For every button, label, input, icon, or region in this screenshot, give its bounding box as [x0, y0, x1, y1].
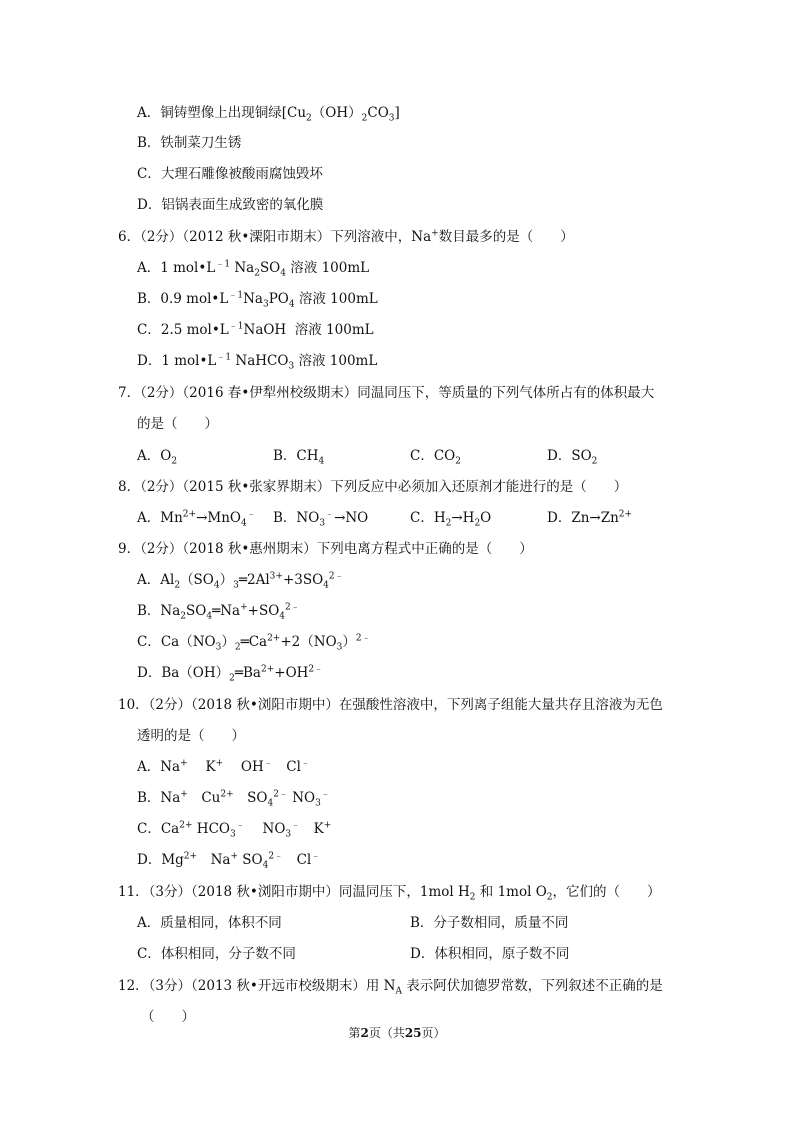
question-8-option-c: C．$H_2\to H_2O$ [410, 510, 492, 529]
question-6-stem: 6．（2分）（2012 秋•溧阳市期末）下列溶液中，Na+数目最多的是（ ） [118, 228, 574, 245]
question-7-stem-line1: 7．（2分）（2016 春•伊犁州校级期末）同温同压下，等质量的下列气体所占有的体积最大 [118, 385, 655, 401]
footer-total-pages: 25 [404, 1026, 422, 1040]
page-footer [0, 1024, 794, 1041]
question-11-option-d: D．体积相同，原子数不同 [410, 946, 570, 962]
question-12-stem-line1: 12．（3分）（2013 秋•开远市校级期末）用 $N_A$ 表示阿伏加德罗常数，下列叙述不正确的是 [118, 978, 663, 997]
carryover-option-d: D．铝锅表面生成致密的氧化膜 [137, 197, 324, 213]
question-11-option-a: A．质量相同，体积不同 [137, 915, 282, 931]
question-10-stem-line1: 10．（2分）（2018 秋•浏阳市期中）在强酸性溶液中，下列离子组能大量共存且溶液为无色 [118, 697, 663, 713]
question-12-stem-line2: （ ） [141, 1009, 195, 1025]
question-10-option-a: A．Na+ K+ OH﹣ Cl﹣ [137, 758, 310, 775]
question-10-stem-line2: 透明的是（ ） [137, 728, 245, 744]
question-7-option-b: B．$CH_4$ [273, 448, 325, 467]
question-9-option-c: C．$Ca(NO_3)_2═Ca^{2+}+2(NO_3)^{2﹣}$ [137, 633, 371, 653]
question-8-option-b: B．$NO_3^﹣\to NO$ [273, 509, 369, 529]
question-8-option-d: D．$Zn\to Zn^{2+}$ [547, 509, 633, 526]
question-7-option-c: C．$CO_2$ [410, 448, 461, 467]
question-9-stem: 9．（2分）（2018 秋•惠州期末）下列电离方程式中正确的是（ ） [118, 541, 533, 557]
question-8-option-a: A．$Mn^{2+}\to MnO_4^﹣$ [137, 509, 256, 529]
footer-mid: 页（共 [368, 1026, 405, 1040]
question-6-option-d: D．1 $mol•L^{﹣1}$ NaHCO$_3$ 溶液 100mL [137, 352, 378, 372]
footer-suffix: 页） [421, 1026, 446, 1040]
question-7-stem-line2: 的是（ ） [137, 416, 218, 432]
question-7-option-d: D．$SO_2$ [547, 448, 598, 467]
carryover-option-c: C．大理石雕像被酸雨腐蚀毁坏 [137, 166, 323, 182]
question-11-stem: 11．（3分）（2018 秋•浏阳市期中）同温同压下，1mol $H_2$ 和 1mol $O_2$，它们的（ ） [118, 884, 661, 903]
question-9-option-b: B．$Na_2SO_4═Na^++SO_4^{2﹣}$ [137, 602, 300, 622]
question-11-option-b: B．分子数相同，质量不同 [410, 915, 569, 931]
carryover-option-a: A．铜铸塑像上出现铜绿$[Cu_2(OH)_2CO_3]$ [137, 105, 400, 124]
carryover-option-b: B．铁制菜刀生锈 [137, 135, 242, 151]
question-6-option-a: A．1 $mol•L^{﹣1}$ $Na_2SO_4$ 溶液 100mL [137, 259, 370, 279]
question-10-option-b: B．Na+ $Cu^{2+}$ $SO_4^{2﹣}$ $NO_3^﹣$ [137, 789, 330, 809]
question-9-option-a: A．$Al_2(SO_4)_3═2Al^{3+}+3SO_4^{2﹣}$ [137, 571, 344, 591]
footer-page-number: 2 [360, 1026, 369, 1040]
question-6-option-c: C．2.5 $mol•L^{﹣1}NaOH$ 溶液 100mL [137, 321, 374, 338]
question-9-option-d: D．$Ba(OH)_2═Ba^{2+}+OH^{2﹣}$ [137, 664, 324, 684]
question-6-option-b: B．0.9 $mol•L^{﹣1}Na_3PO_4$ 溶液 100mL [137, 290, 378, 310]
question-11-option-c: C．体积相同，分子数不同 [137, 946, 296, 962]
question-10-option-d: D．$Mg^{2+}$ Na+ $SO_4^{2﹣}$ Cl﹣ [137, 851, 321, 871]
footer-prefix: 第 [348, 1026, 361, 1040]
question-10-option-c: C．$Ca^{2+}$ $HCO_3^﹣$ $NO_3^﹣$ K+ [137, 820, 332, 840]
question-8-stem: 8．（2分）（2015 秋•张家界期末）下列反应中必须加入还原剂才能进行的是（ ） [118, 479, 628, 495]
question-7-option-a: A．$O_2$ [137, 448, 178, 467]
